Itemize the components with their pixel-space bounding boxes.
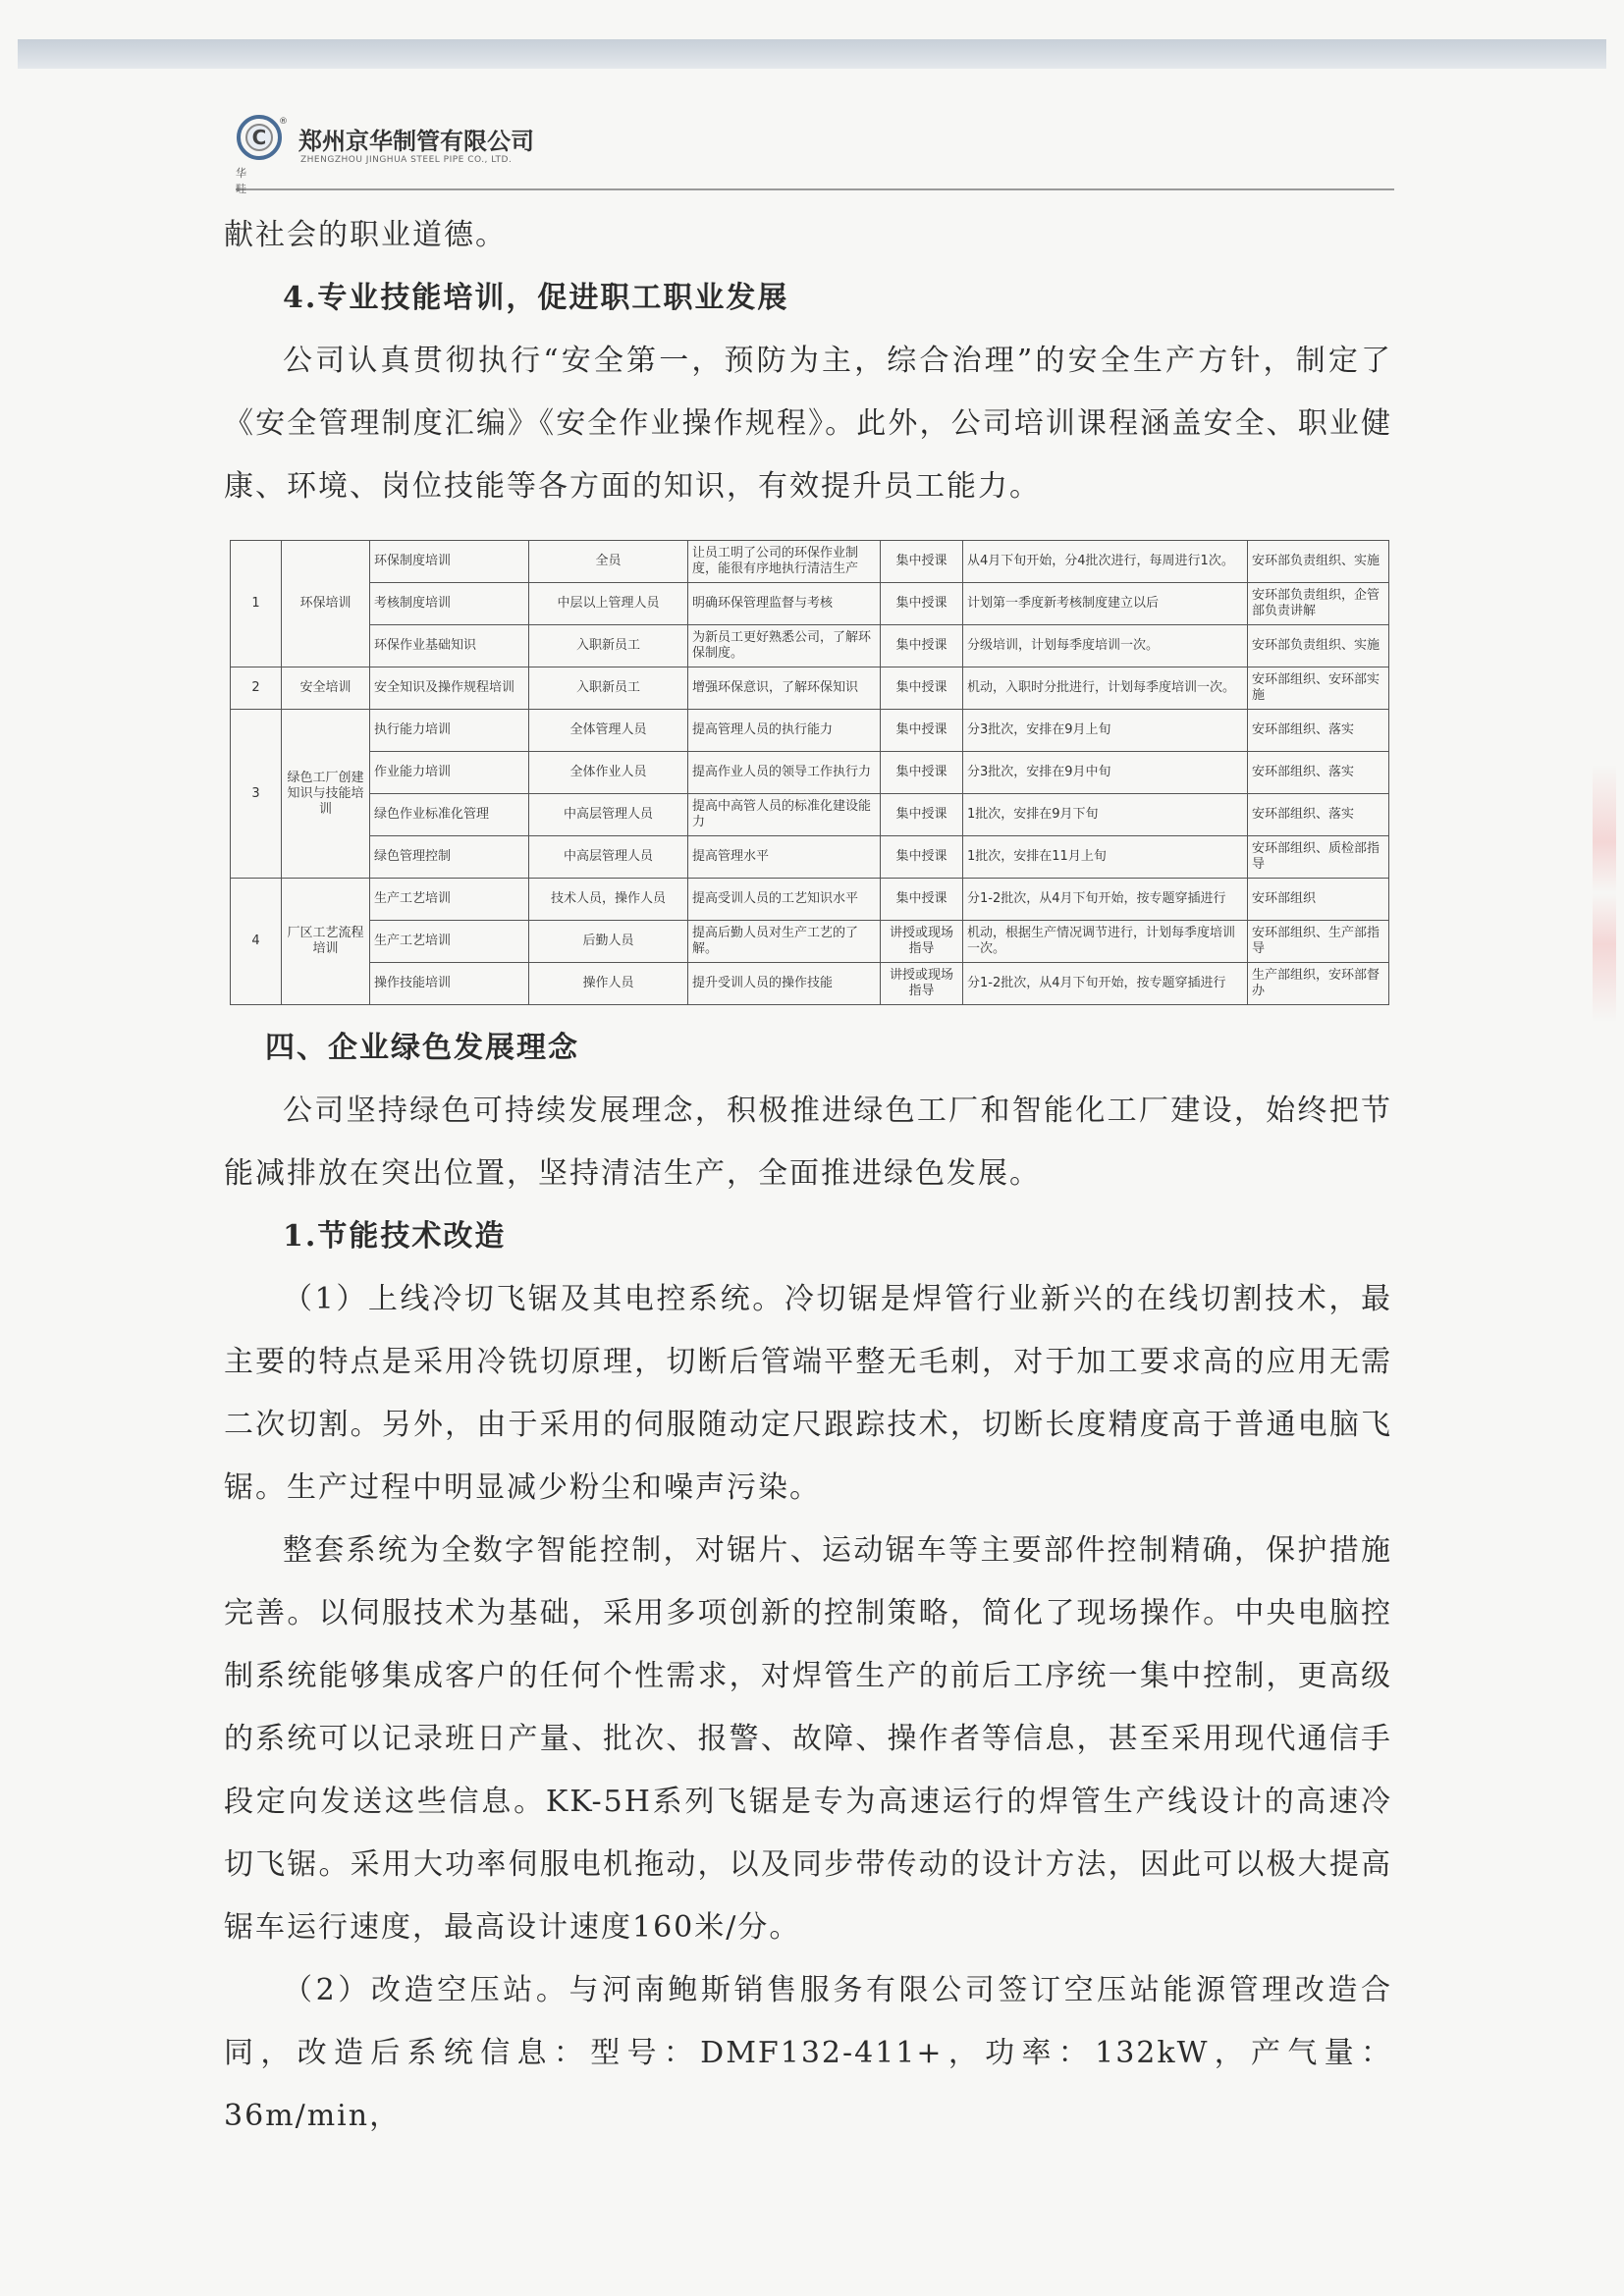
cell-goal: 让员工明了公司的环保作业制度，能很有序地执行清洁生产 [688, 541, 881, 583]
svg-text:®: ® [279, 117, 288, 127]
cell-course: 绿色管理控制 [370, 836, 529, 879]
training-plan-table [230, 540, 1389, 1005]
paragraph-air-compressor: （2）改造空压站。与河南鲍斯销售服务有限公司签订空压站能源管理改造合同，改造后系统信息：型号：DMF132-411+，功率：132kW，产气量：36m/min， [224, 1973, 1392, 2133]
cell-method: 集中授课 [881, 836, 963, 879]
cell-schedule: 分级培训，计划每季度培训一次。 [963, 625, 1248, 667]
table-row [231, 921, 1389, 963]
cell-course: 执行能力培训 [370, 710, 529, 752]
cell-goal: 提高管理水平 [688, 836, 881, 879]
cell-target: 全员 [529, 541, 688, 583]
cell-responsible: 安环部组织、落实 [1248, 794, 1389, 836]
cell-method: 集中授课 [881, 541, 963, 583]
cell-course: 考核制度培训 [370, 583, 529, 625]
cell-target: 全体管理人员 [529, 710, 688, 752]
table-row [231, 752, 1389, 794]
cell-responsible: 安环部组织 [1248, 879, 1389, 921]
cell-goal: 提高受训人员的工艺知识水平 [688, 879, 881, 921]
cell-goal: 提高管理人员的执行能力 [688, 710, 881, 752]
company-logo-icon [236, 114, 288, 161]
cell-responsible: 安环部负责组织，企管部负责讲解 [1248, 583, 1389, 625]
cell-method: 讲授或现场指导 [881, 963, 963, 1005]
cell-group-number: 4 [231, 879, 282, 1005]
table-row [231, 625, 1389, 667]
scan-top-band [18, 39, 1606, 69]
cell-target: 中高层管理人员 [529, 836, 688, 879]
cell-responsible: 安环部负责组织、实施 [1248, 625, 1389, 667]
cell-goal: 提升受训人员的操作技能 [688, 963, 881, 1005]
cell-course: 生产工艺培训 [370, 879, 529, 921]
cell-schedule: 计划第一季度新考核制度建立以后 [963, 583, 1248, 625]
cell-target: 技术人员，操作人员 [529, 879, 688, 921]
cell-responsible: 安环部组织、质检部指导 [1248, 836, 1389, 879]
cell-method: 集中授课 [881, 667, 963, 710]
cell-goal: 明确环保管理监督与考核 [688, 583, 881, 625]
cell-method: 集中授课 [881, 583, 963, 625]
cell-responsible: 安环部组织、生产部指导 [1248, 921, 1389, 963]
cell-schedule: 机动，入职时分批进行，计划每季度培训一次。 [963, 667, 1248, 710]
cell-category: 厂区工艺流程培训 [282, 879, 370, 1005]
cell-group-number: 3 [231, 710, 282, 879]
cell-schedule: 分3批次，安排在9月上旬 [963, 710, 1248, 752]
table-row [231, 794, 1389, 836]
cell-target: 操作人员 [529, 963, 688, 1005]
cell-goal: 增强环保意识，了解环保知识 [688, 667, 881, 710]
cell-schedule: 分3批次，安排在9月中旬 [963, 752, 1248, 794]
letterhead [236, 108, 1394, 195]
cell-target: 入职新员工 [529, 625, 688, 667]
cell-method: 集中授课 [881, 625, 963, 667]
cell-responsible: 安环部组织、安环部实施 [1248, 667, 1389, 710]
cell-target: 后勤人员 [529, 921, 688, 963]
paragraph-green-concept: 公司坚持绿色可持续发展理念，积极推进绿色工厂和智能化工厂建设，始终把节能减排放在突出位置，坚持清洁生产，全面推进绿色发展。 [224, 1094, 1392, 1191]
cell-schedule: 1批次，安排在9月下旬 [963, 794, 1248, 836]
svg-text:C: C [251, 126, 267, 149]
red-stamp-edge [1593, 766, 1616, 1021]
cell-responsible: 安环部组织、落实 [1248, 710, 1389, 752]
cell-course: 环保制度培训 [370, 541, 529, 583]
cell-schedule: 从4月下旬开始，分4批次进行，每周进行1次。 [963, 541, 1248, 583]
cell-group-number: 1 [231, 541, 282, 667]
company-name-cn: 郑州京华制管有限公司 [298, 128, 534, 155]
document-body [224, 204, 1392, 2148]
cell-goal: 提高中高管人员的标准化建设能力 [688, 794, 881, 836]
cell-schedule: 分1-2批次，从4月下旬开始，按专题穿插进行 [963, 879, 1248, 921]
paragraph-flying-saw: （1）上线冷切飞锯及其电控系统。冷切锯是焊管行业新兴的在线切割技术，最主要的特点是采用冷铣切原理，切断后管端平整无毛刺，对于加工要求高的应用无需二次切割。另外，由于采用的伺服随动定尺跟踪技术，切断长度精度高于普通电脑飞锯。生产过程中明显减少粉尘和噪声污染。 [224, 1282, 1392, 1505]
cell-responsible: 安环部负责组织、实施 [1248, 541, 1389, 583]
cell-schedule: 机动，根据生产情况调节进行，计划每季度培训一次。 [963, 921, 1248, 963]
cell-goal: 提高后勤人员对生产工艺的了解。 [688, 921, 881, 963]
cell-course: 作业能力培训 [370, 752, 529, 794]
paragraph-control-system: 整套系统为全数字智能控制，对锯片、运动锯车等主要部件控制精确，保护措施完善。以伺服技术为基础，采用多项创新的控制策略，简化了现场操作。中央电脑控制系统能够集成客户的任何个性需求，对焊管生产的前后工序统一集中控制，更高级的系统可以记录班日产量、批次、报警、故障、操作者等信息，甚至采用现代通信手段定向发送这些信息。KK-5H系列飞锯是专为高速运行的焊管生产线设计的高速冷切飞锯。采用大功率伺服电机拖动，以及同步带传动的设计方法，因此可以极大提高锯车运行速度，最高设计速度160米/分。 [224, 1533, 1392, 1945]
table-row [231, 879, 1389, 921]
table-row [231, 541, 1389, 583]
cell-target: 入职新员工 [529, 667, 688, 710]
table-row [231, 710, 1389, 752]
table-row [231, 667, 1389, 710]
cell-group-number: 2 [231, 667, 282, 710]
training-table-wrapper [230, 540, 1392, 1005]
table-row [231, 583, 1389, 625]
cell-responsible: 生产部组织，安环部督办 [1248, 963, 1389, 1005]
cell-course: 安全知识及操作规程培训 [370, 667, 529, 710]
cell-schedule: 1批次，安排在11月上旬 [963, 836, 1248, 879]
subheading-energy-saving: 1.节能技术改造 [283, 1219, 507, 1254]
cell-method: 集中授课 [881, 879, 963, 921]
paragraph-safety-policy: 公司认真贯彻执行“安全第一，预防为主，综合治理”的安全生产方针，制定了《安全管理制度汇编》《安全作业操作规程》。此外，公司培训课程涵盖安全、职业健康、环境、岗位技能等各方面的知识，有效提升员工能力。 [224, 344, 1392, 504]
logo-subtext: 华 畦 [236, 167, 260, 195]
cell-method: 讲授或现场指导 [881, 921, 963, 963]
cell-responsible: 安环部组织、落实 [1248, 752, 1389, 794]
cell-goal: 提高作业人员的领导工作执行力 [688, 752, 881, 794]
cell-course: 操作技能培训 [370, 963, 529, 1005]
paragraph-continuation: 献社会的职业道德。 [224, 218, 507, 252]
cell-method: 集中授课 [881, 710, 963, 752]
subheading-training: 4.专业技能培训，促进职工职业发展 [283, 281, 789, 315]
cell-method: 集中授课 [881, 794, 963, 836]
table-row [231, 836, 1389, 879]
cell-category: 安全培训 [282, 667, 370, 710]
cell-schedule: 分1-2批次，从4月下旬开始，按专题穿插进行 [963, 963, 1248, 1005]
cell-target: 中层以上管理人员 [529, 583, 688, 625]
cell-goal: 为新员工更好熟悉公司，了解环保制度。 [688, 625, 881, 667]
cell-category: 绿色工厂创建知识与技能培训 [282, 710, 370, 879]
cell-method: 集中授课 [881, 752, 963, 794]
table-row [231, 963, 1389, 1005]
section-heading-green: 四、企业绿色发展理念 [265, 1031, 579, 1065]
cell-course: 绿色作业标准化管理 [370, 794, 529, 836]
company-name-en: ZHENGZHOU JINGHUA STEEL PIPE CO., LTD. [300, 155, 513, 165]
cell-target: 全体作业人员 [529, 752, 688, 794]
cell-course: 环保作业基础知识 [370, 625, 529, 667]
cell-course: 生产工艺培训 [370, 921, 529, 963]
cell-category: 环保培训 [282, 541, 370, 667]
cell-target: 中高层管理人员 [529, 794, 688, 836]
